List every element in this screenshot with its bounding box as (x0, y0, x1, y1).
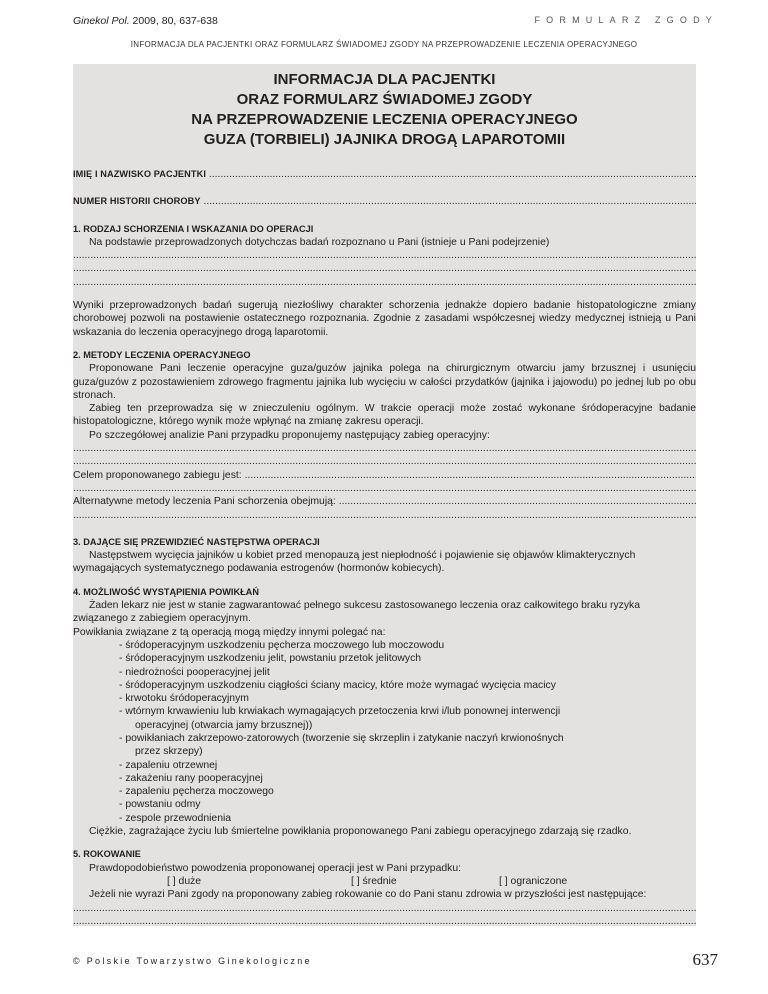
procedure-line-2[interactable] (73, 455, 696, 468)
section-5-heading: 5. ROKOWANIE (73, 849, 141, 860)
list-item: - krwotoku śródoperacyjnym (119, 693, 249, 705)
section-2-paragraph-3: Po szczegółowej analizie Pani przypadku proponujemy następujący zabieg operacyjny: (89, 429, 490, 441)
title-line-3: NA PRZEPROWADZENIE LECZENIA OPERACYJNEGO (191, 111, 578, 128)
list-item (119, 719, 696, 732)
list-item: - zapaleniu otrzewnej (119, 759, 218, 771)
alternatives-field[interactable] (73, 495, 696, 508)
list-item: - powikłaniach zakrzepowo-zatorowych (tworzenie się skrzeplin i zatykanie naczyń krwionośnych (119, 732, 564, 744)
journal-name: Ginekol Pol. (73, 15, 130, 27)
section-2-heading: 2. METODY LECZENIA OPERACYJNEGO (73, 349, 251, 360)
section-4-paragraph-3: Ciężkie, zagrażające życiu lub śmiertelne powikłania proponowanego Pani zabiegu operacyjnego zdarzają się rzadko. (89, 826, 632, 838)
patient-name-label: IMIĘ I NAZWISKO PACJENTKI (73, 169, 206, 179)
section-5-paragraph-1: Prawdopodobieństwo powodzenia proponowanej operacji jest w Pani przypadku: (89, 862, 461, 874)
list-item: - śródoperacyjnym uszkodzeniu ciągłości ściany macicy, które może wymagać wycięcia macicy (119, 679, 556, 691)
goal-line-2[interactable] (73, 482, 696, 495)
journal-citation: 2009, 80, 637-638 (129, 15, 218, 27)
goal-label: Celem proponowanego zabiegu jest: (73, 469, 242, 481)
running-subtitle: INFORMACJA DLA PACJENTKI ORAZ FORMULARZ ŚWIADOMEJ ZGODY NA PRZEPROWADZENIE LECZENIA OPERACYJNEGO (130, 40, 638, 49)
history-number-field[interactable] (73, 195, 696, 208)
section-2-paragraph-2: Zabieg ten przeprowadza się w znieczuleniu ogólnym. W trakcie operacji może zostać wykonane śródoperacyjne badanie histopatologiczne, którego wynik może wpłynąć na zmianę zakresu operacji. (73, 403, 696, 428)
section-3-heading: 3. DAJĄCE SIĘ PRZEWIDZIEĆ NASTĘPSTWA OPERACJI (73, 536, 320, 547)
list-item: - śródoperacyjnym uszkodzeniu pęcherza moczowego lub moczowodu (119, 639, 445, 651)
title-line-4: GUZA (TORBIELI) JAJNIKA DROGĄ LAPAROTOMII (203, 131, 566, 148)
list-item-continuation: przez skrzepy) (135, 746, 203, 758)
form-panel (73, 64, 696, 926)
procedure-line-1[interactable] (73, 442, 696, 455)
alternatives-label: Alternatywne metody leczenia Pani schorzenia obejmują: (73, 496, 336, 508)
prognosis-options (73, 875, 696, 888)
list-item (119, 745, 696, 758)
diagnosis-line-1[interactable] (73, 249, 696, 262)
section-2-paragraph-1: Proponowane Pani leczenie operacyjne guza/guzów jajnika polega na chirurgicznym otwarciu jamy brzusznej i usunięciu guza/guzów z pozostawieniem zdrowego fragmentu jajnika lub wycięciu w całości przydatków (jajnika i jajowodu) po jednej lub po obu stronach. (73, 363, 696, 401)
list-item: - powstaniu odmy (119, 799, 201, 811)
list-item: - niedrożności pooperacyjnej jelit (119, 666, 270, 678)
section-5-paragraph-2 (73, 888, 696, 901)
prognosis-line-2[interactable] (73, 915, 696, 928)
page-number: 637 (692, 950, 718, 969)
form-content (73, 168, 696, 928)
section-5-paragraph-2-text: Jeżeli nie wyrazi Pani zgody na proponowany zabieg rokowanie co do Pani stanu zdrowia w przyszłości jest następujące: (89, 889, 647, 901)
section-4-paragraph-2: Powikłania związane z tą operacją mogą między innymi polegać na: (73, 626, 386, 638)
option-high-checkbox[interactable]: [ ] duże (167, 875, 202, 887)
list-item-continuation: operacyjnej (otwarcia jamy brzusznej)) (135, 719, 313, 731)
list-item: - zapaleniu pęcherza moczowego (119, 786, 274, 798)
section-4-paragraph-1: Żaden lekarz nie jest w stanie zagwarantować pełnego sukcesu zastosowanego leczenia oraz całkowitego braku ryzyka związanego z zabiegiem operacyjnym. (73, 600, 641, 625)
title-line-2: ORAZ FORMULARZ ŚWIADOMEJ ZGODY (236, 91, 533, 108)
form-title (73, 70, 696, 150)
alternatives-line-2[interactable] (73, 509, 696, 522)
section-1-intro: Na podstawie przeprowadzonych dotychczas badań rozpoznano u Pani (istnieje u Pani podejrzenie) (89, 236, 550, 248)
list-item: - śródoperacyjnym uszkodzeniu jelit, powstaniu przetok jelitowych (119, 653, 422, 665)
list-item: - zespole przewodnienia (119, 812, 232, 824)
list-item: - zakażeniu rany pooperacyjnej (119, 772, 263, 784)
running-header-section: FORMULARZ ZGODY (534, 15, 718, 25)
footer-publisher: © Polskie Towarzystwo Ginekologiczne (73, 956, 312, 966)
option-limited-checkbox[interactable]: [ ] ograniczone (499, 875, 568, 887)
section-1-heading: 1. RODZAJ SCHORZENIA I WSKAZANIA DO OPERACJI (73, 223, 314, 234)
option-medium-checkbox[interactable]: [ ] średnie (351, 875, 397, 887)
diagnosis-line-3[interactable] (73, 276, 696, 289)
prognosis-line-1[interactable] (73, 902, 696, 915)
section-3-paragraph: Następstwem wycięcia jajników u kobiet przed menopauzą jest niepłodność i pojawienie się objawów klimakterycznych wymagających systematycznego podawania estrogenów (hormonów kobiecych). (73, 550, 636, 575)
section-4-heading: 4. MOŻLIWOŚĆ WYSTĄPIENIA POWIKŁAŃ (73, 586, 259, 597)
complications-list (73, 639, 696, 825)
goal-field[interactable] (73, 469, 696, 482)
running-header-citation (73, 15, 218, 27)
list-item: - wtórnym krwawieniu lub krwiakach wymagających przetoczenia krwi i/lub ponownej interwencji (119, 706, 561, 718)
diagnosis-line-2[interactable] (73, 262, 696, 275)
title-line-1: INFORMACJA DLA PACJENTKI (273, 71, 496, 88)
patient-name-field[interactable] (73, 168, 696, 181)
section-1-paragraph: Wyniki przeprowadzonych badań sugerują niezłośliwy charakter schorzenia jednakże dopiero badanie histopatologiczne zmiany chorobowej pozwoli na postawienie ostatecznego rozpoznania. Zgodnie z zasadami współczesnej wiedzy medycznej istnieją u Pani wskazania do leczenia operacyjnego drogą laparotomii. (73, 300, 696, 338)
history-number-label: NUMER HISTORII CHOROBY (73, 196, 201, 207)
